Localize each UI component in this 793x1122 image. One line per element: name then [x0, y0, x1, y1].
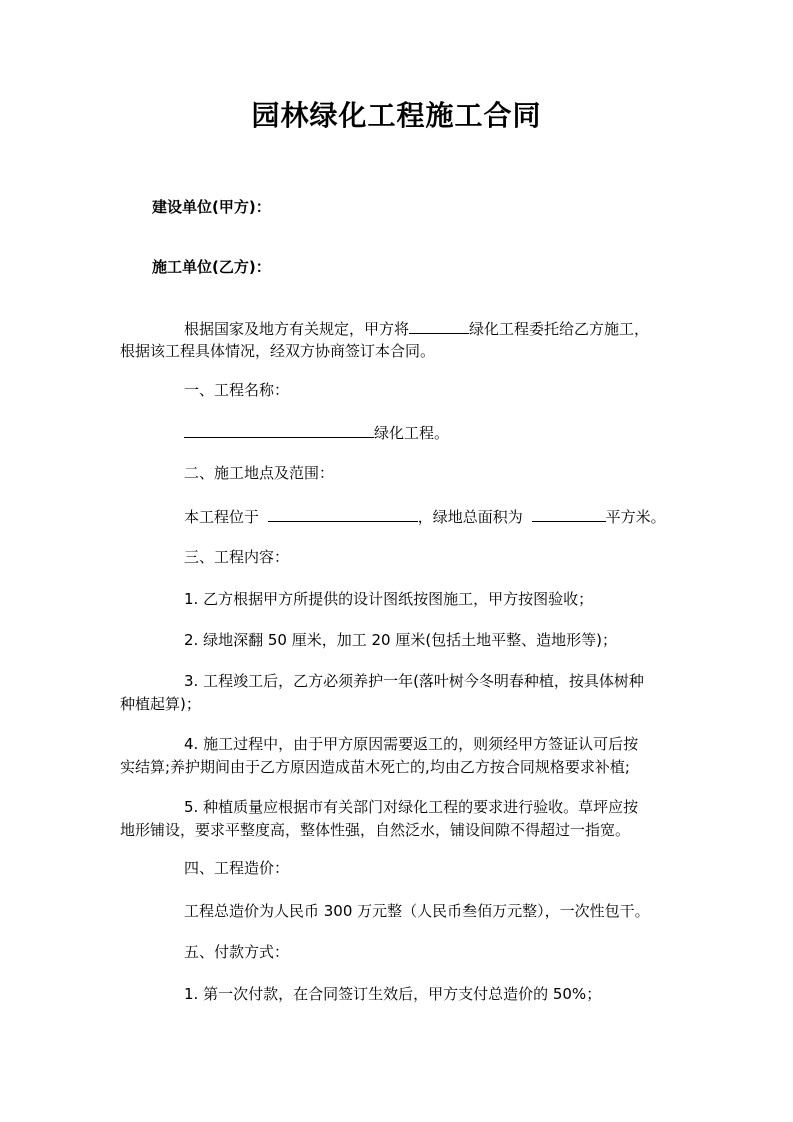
- location-blank: [268, 505, 418, 522]
- project-name-suffix: 绿化工程。: [374, 424, 450, 442]
- content-item-4-line-2: 实结算;养护期间由于乙方原因造成苗木死亡的,均由乙方按合同规格要求补植;: [120, 758, 630, 776]
- intro-line-1: [184, 317, 649, 340]
- content-item-2: 2. 绿地深翻 50 厘米，加工 20 厘米(包括土地平整、造地形等)；: [184, 631, 618, 649]
- content-item-5-line-1: 5. 种植质量应根据市有关部门对绿化工程的要求进行验收。草坪应按: [184, 798, 639, 816]
- party-a-label: 建设单位(甲方)：: [152, 198, 271, 216]
- price-text: 工程总造价为人民币 300 万元整（人民币叁佰万元整），一次性包干。: [184, 902, 650, 920]
- project-name-line: [184, 421, 449, 444]
- intro-text-1: 根据国家及地方有关规定，甲方将: [184, 320, 410, 338]
- content-item-5-line-2: 地形铺设，要求平整度高，整体性强，自然泛水，铺设间隙不得超过一指宽。: [120, 821, 631, 839]
- section-2-heading: 二、施工地点及范围：: [184, 464, 335, 482]
- section-5-heading: 五、付款方式：: [184, 943, 290, 961]
- intro-line-2: 根据该工程具体情况，经双方协商签订本合同。: [120, 342, 436, 360]
- party-b-label: 施工单位(乙方)：: [152, 258, 271, 276]
- section-1-heading: 一、工程名称：: [184, 381, 290, 399]
- location-text-2: ，绿地总面积为: [417, 508, 523, 526]
- content-item-4-line-1: 4. 施工过程中，由于甲方原因需要返工的，则须经甲方签证认可后按: [184, 735, 639, 753]
- section-3-heading: 三、工程内容：: [184, 548, 290, 566]
- project-name-blank: [409, 317, 469, 334]
- area-blank: [532, 505, 606, 522]
- intro-text-2: 绿化工程委托给乙方施工，: [469, 320, 650, 338]
- location-text-3: 平方米。: [605, 508, 666, 526]
- document-title: 园林绿化工程施工合同: [251, 99, 542, 132]
- location-text-1: 本工程位于: [184, 508, 260, 526]
- content-item-3-line-2: 种植起算)；: [120, 695, 201, 713]
- content-item-3-line-1: 3. 工程竣工后，乙方必须养护一年(落叶树今冬明春种植，按具体树种: [184, 672, 644, 690]
- project-name-field-blank: [184, 421, 374, 438]
- payment-item-1: 1. 第一次付款，在合同签订生效后，甲方支付总造价的 50%；: [184, 985, 602, 1003]
- content-item-1: 1. 乙方根据甲方所提供的设计图纸按图施工，甲方按图验收；: [184, 590, 594, 608]
- section-4-heading: 四、工程造价：: [184, 859, 290, 877]
- location-line: [184, 505, 666, 528]
